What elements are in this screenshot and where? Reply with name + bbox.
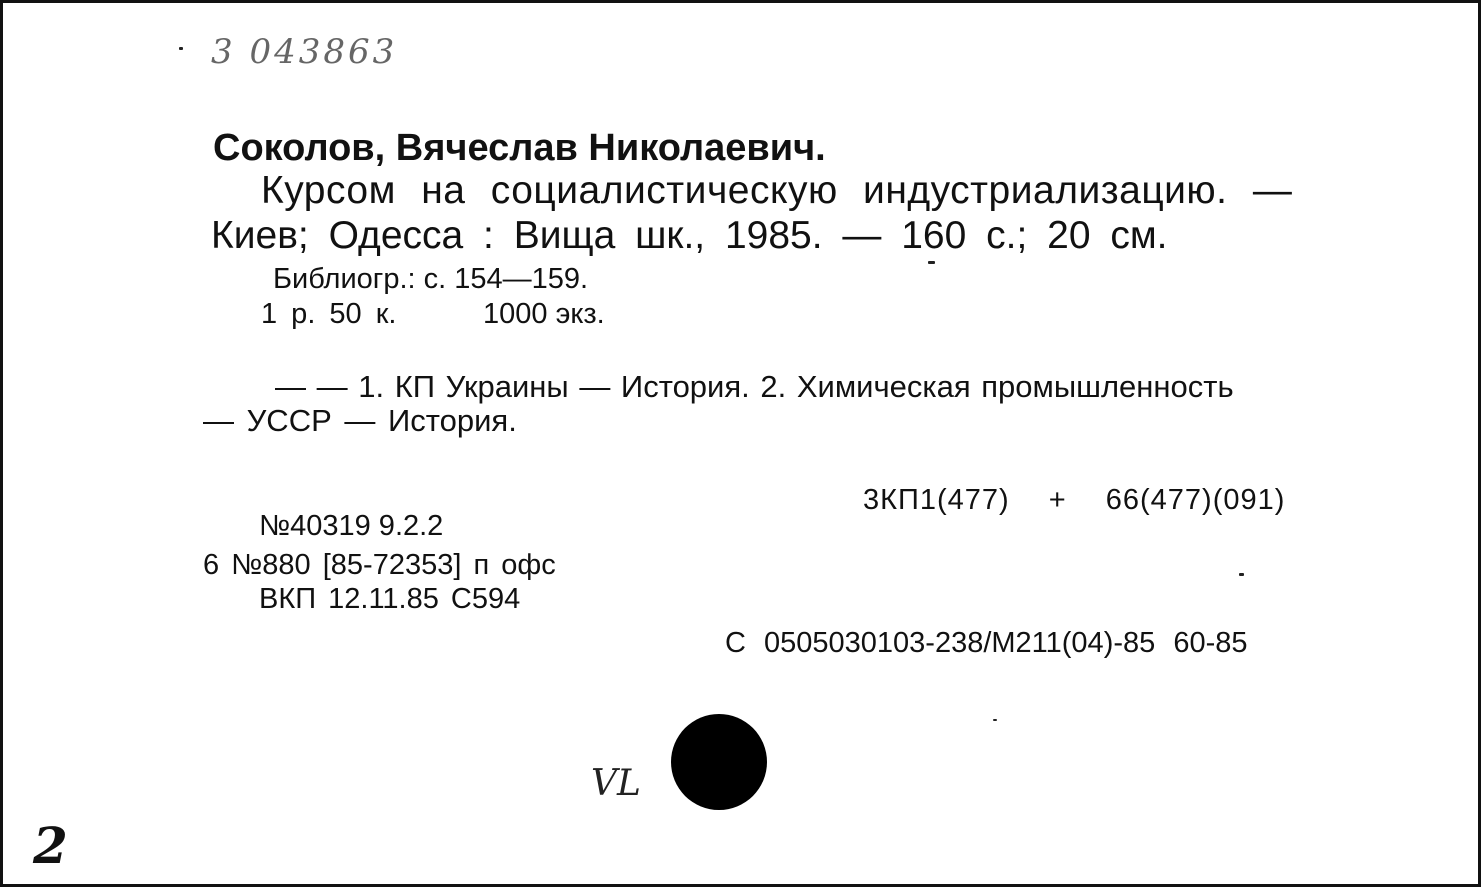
copies: 1000 экз. bbox=[483, 298, 605, 330]
speck bbox=[928, 261, 935, 264]
punched-hole bbox=[671, 714, 767, 810]
order-number: №40319 9.2.2 bbox=[259, 510, 444, 542]
author-heading: Соколов, Вячеслав Николаевич. bbox=[213, 127, 826, 169]
handwritten-number bbox=[171, 21, 471, 81]
speck bbox=[179, 47, 183, 50]
handwritten-corner-mark bbox=[27, 813, 97, 873]
title-line-2: Киев; Одесса : Вища шк., 1985. — 160 с.; 20 см. bbox=[211, 214, 1168, 257]
svg-text:VL: VL bbox=[591, 763, 641, 804]
registry-line: ВКП 12.11.85 С594 bbox=[259, 583, 521, 615]
title-line-1: Курсом на социалистическую индустриализацию. — bbox=[261, 169, 1293, 212]
price: 1 р. 50 к. bbox=[261, 298, 397, 330]
subjects-line-2: — УССР — История. bbox=[203, 403, 517, 438]
bibliography-note: Библиогр.: с. 154—159. bbox=[273, 263, 589, 295]
catalog-code: С 0505030103-238/М211(04)-85 60-85 bbox=[725, 627, 1248, 659]
print-line: 6 №880 [85-72353] п офс bbox=[203, 549, 556, 581]
handwritten-initials bbox=[583, 751, 663, 811]
speck bbox=[1239, 573, 1244, 576]
subjects-line-1: — — 1. КП Украины — История. 2. Химическая промышленность bbox=[275, 369, 1234, 404]
svg-text:2: 2 bbox=[33, 816, 68, 873]
speck bbox=[993, 719, 997, 721]
classification-code: 3КП1(477) + 66(477)(091) bbox=[863, 484, 1286, 516]
svg-text:3 043863: 3 043863 bbox=[211, 32, 398, 72]
